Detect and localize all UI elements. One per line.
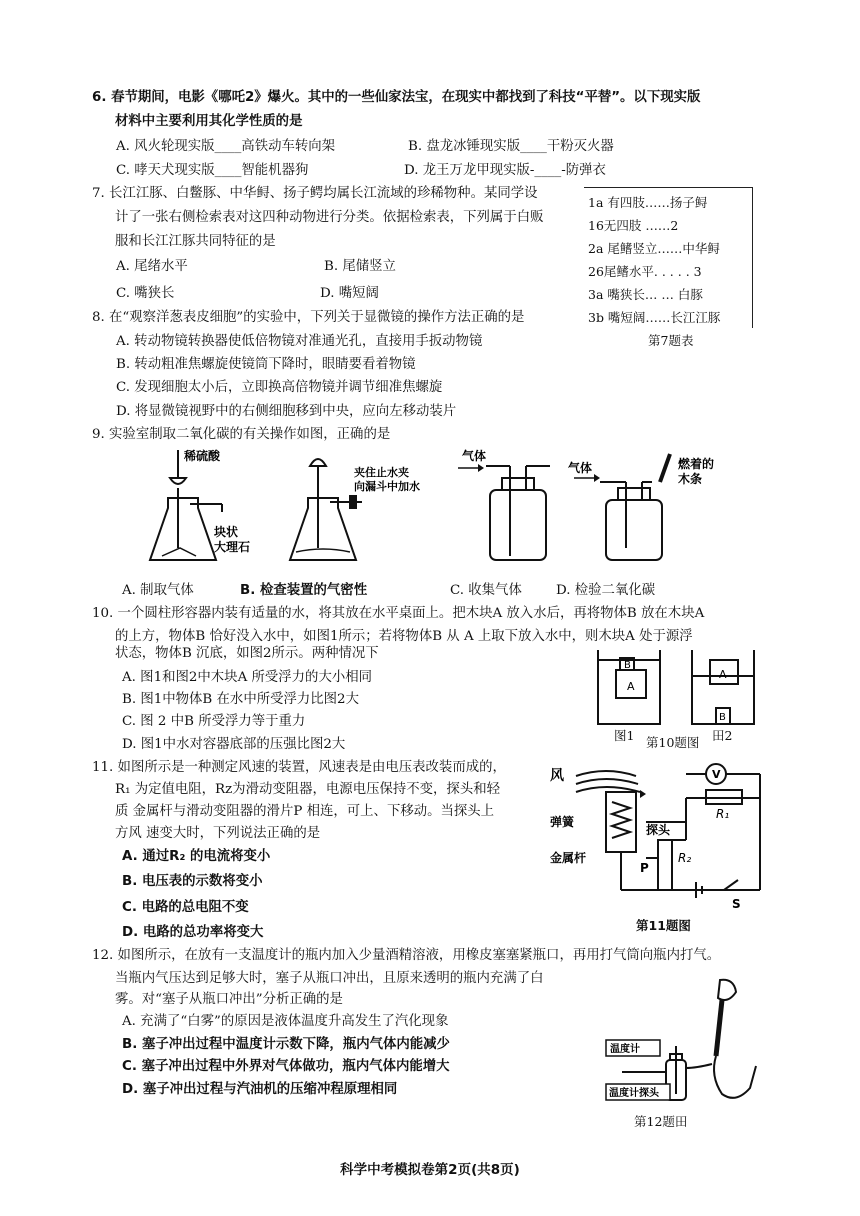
label-stick: 木条 [678, 472, 703, 486]
q10-option-b: B. 图1中物体B 在水中所受浮力比图2大 [122, 692, 359, 707]
key-row: 2a 尾鳍竖立……中华鲟 [588, 240, 720, 256]
q6-option-b: B. 盘龙冰锤现实版____干粉灭火器 [408, 139, 614, 154]
q7-option-d: D. 嘴短阔 [320, 286, 379, 301]
q6-option-a: A. 风火轮现实版____高铁动车转向架 [116, 139, 336, 154]
bottle-d [600, 454, 670, 560]
page-footer: 科学中考模拟卷第2页(共8页) [340, 1162, 520, 1178]
label-switch: S [732, 897, 741, 911]
label-marble: 大理石 [214, 540, 251, 554]
q12-option-a: A. 充满了“白雾”的原因是液体温度升高发生了汽化现象 [122, 1014, 449, 1029]
q9-option-c: C. 收集气体 [450, 583, 522, 598]
q9-stem: 9. 实验室制取二氧化碳的有关操作如图，正确的是 [92, 427, 391, 442]
q10-option-d: D. 图1中水对容器底部的压强比图2大 [122, 737, 346, 752]
q10-fig1-caption: 图1 [614, 728, 635, 743]
key-row: 16无四肢 ……2 [588, 217, 679, 233]
fig2-label-b: B [719, 712, 726, 723]
q12-stem-line1: 12. 如图所示，在放有一支温度计的瓶内加入少量酒精溶液，用橡皮塞塞紧瓶口，再用打气筒向瓶内打气。 [92, 948, 721, 963]
label-thermometer: 温度计 [610, 1044, 640, 1055]
q8-option-d: D. 将显微镜视野中的右侧细胞移到中央，应向左移动装片 [116, 404, 457, 419]
flask-b [290, 459, 362, 560]
key-row: 26尾鳍水平. . . . . 3 [588, 263, 702, 279]
q11-option-c: C. 电路的总电阻不变 [122, 900, 249, 915]
label-metal-rod: 金属杆 [550, 851, 587, 865]
q12-stem-line2: 当瓶内气压达到足够大时，塞子从瓶口冲出，且原来透明的瓶内充满了白 [115, 971, 544, 986]
fig1-label-b: B [624, 660, 631, 671]
label-r2: R₂ [678, 851, 692, 865]
q8-option-b: B. 转动粗准焦螺旋使镜筒下降时，眼睛要看着物镜 [116, 357, 416, 372]
q10-stem-line1: 10. 一个圆柱形容器内装有适量的水，将其放在水平桌面上。把木块A 放入水后，再将物体B 放在木块A [92, 606, 705, 621]
q12-option-c: C. 塞子冲出过程中外界对气体做功，瓶内气体内能增大 [122, 1059, 450, 1074]
q12-option-b: B. 塞子冲出过程中温度计示数下降，瓶内气体内能减少 [122, 1037, 450, 1052]
q6-stem-line1: 6. 春节期间，电影《哪吒2》爆火。其中的一些仙家法宝，在现实中都找到了科技“平替”。以下现实版 [92, 90, 701, 105]
label-voltmeter: V [712, 768, 721, 781]
label-gas-c: 气体 [462, 449, 487, 463]
q11-stem-line2: R₁ 为定值电阻，Rz为滑动变阻器，电源电压保持不变，探头和轻 [115, 782, 500, 797]
q12-figure-caption: 第12题田 [634, 1114, 688, 1129]
q11-stem-line4: 方风 速变大时，下列说法正确的是 [115, 826, 321, 841]
q8-stem: 8. 在“观察洋葱表皮细胞”的实验中，下列关于显微镜的操作方法正确的是 [92, 310, 525, 325]
label-probe: 探头 [646, 823, 671, 837]
q11-circuit-figure [546, 762, 786, 912]
flask-a [150, 450, 222, 560]
label-dilute-acid: 稀硫酸 [184, 449, 221, 463]
q8-option-c: C. 发现细胞太小后，立即换高倍物镜并调节细准焦螺旋 [116, 380, 443, 395]
q9-apparatus-figures [140, 448, 720, 578]
q6-option-c: C. 哮天犬现实版____智能机器狗 [116, 163, 309, 178]
label-add-water: 向漏斗中加水 [354, 480, 420, 493]
label-spring: 弹簧 [550, 815, 575, 829]
q11-option-b: B. 电压表的示数将变小 [122, 874, 263, 889]
q10-option-a: A. 图1和图2中木块A 所受浮力的大小相同 [122, 670, 373, 685]
label-gas-d: 气体 [568, 461, 593, 475]
q12-pump-figure [600, 976, 770, 1112]
label-p: P [640, 861, 649, 875]
q7-option-a: A. 尾绪水平 [116, 259, 188, 274]
q9-option-b: B. 检查装置的气密性 [240, 583, 368, 598]
q7-stem-line3: 服和长江江豚共同特征的是 [115, 234, 276, 249]
bottle-c [486, 466, 550, 560]
q11-option-d: D. 电路的总功率将变大 [122, 925, 264, 940]
q11-option-a: A. 通过R₂ 的电流将变小 [122, 849, 271, 864]
label-clamp: 夹住止水夹 [354, 466, 409, 479]
label-thermometer-probe: 温度计探头 [609, 1088, 659, 1099]
key-row: 3a 嘴狭长… … 白豚 [588, 286, 703, 302]
q10-stem-line2: 的上方，物体B 恰好没入水中，如图1所示；若将物体B 从 A 上取下放入水中，则木块A 处于源浮 [115, 629, 693, 644]
fig1-label-a: A [627, 680, 635, 693]
label-r1: R₁ [716, 807, 730, 821]
q10-fig2-caption: 田2 [712, 728, 733, 743]
q6-option-d: D. 龙王万龙甲现实版-____-防弹衣 [404, 163, 606, 178]
key-row: 1a 有四肢……扬子鲟 [588, 194, 708, 210]
q11-stem-line1: 11. 如图所示是一种测定风速的装置，风速表是由电压表改装而成的， [92, 760, 506, 775]
q9-option-a: A. 制取气体 [122, 583, 194, 598]
q7-stem-line1: 7. 长江江豚、白鳖豚、中华鲟、扬子鳄均属长江流域的珍稀物种。某同学设 [92, 186, 538, 201]
q6-stem-line2: 材料中主要利用其化学性质的是 [115, 114, 303, 129]
q11-stem-line3: 质 金属杆与滑动变阻器的滑片P 相连，可上、下移动。当探头上 [115, 804, 495, 819]
q10-option-c: C. 图 2 中B 所受浮力等于重力 [122, 714, 306, 729]
q10-figure-caption: 第10题图 [646, 735, 700, 750]
label-burning: 燃着的 [678, 457, 715, 471]
q9-option-d: D. 检验二氧化碳 [556, 583, 656, 598]
q12-option-d: D. 塞子冲出过程与汽油机的压缩冲程原理相同 [122, 1082, 398, 1097]
q10-stem-line3: 状态，物体B 沉底，如图2所示。两种情况下 [115, 646, 379, 661]
q12-stem-line3: 雾。对“塞子从瓶口冲出”分析正确的是 [115, 992, 343, 1007]
q11-figure-caption: 第11题图 [636, 918, 691, 933]
q7-option-b: B. 尾储竖立 [324, 259, 396, 274]
q7-table-caption: 第7题表 [648, 333, 694, 348]
key-row: 3b 嘴短阔……长江江豚 [588, 309, 721, 325]
q7-stem-line2: 计了一张右侧检索表对这四种动物进行分类。依据检索表，下列属于白贩 [115, 210, 544, 225]
q7-option-c: C. 嘴狭长 [116, 286, 175, 301]
label-wind: 风 [550, 768, 564, 784]
fig2-label-a: A [719, 668, 727, 681]
q8-option-a: A. 转动物镜转换器使低倍物镜对准通光孔，直接用手扳动物镜 [116, 334, 483, 349]
q7-dichotomous-key [584, 190, 726, 328]
label-block: 块状 [214, 525, 239, 539]
